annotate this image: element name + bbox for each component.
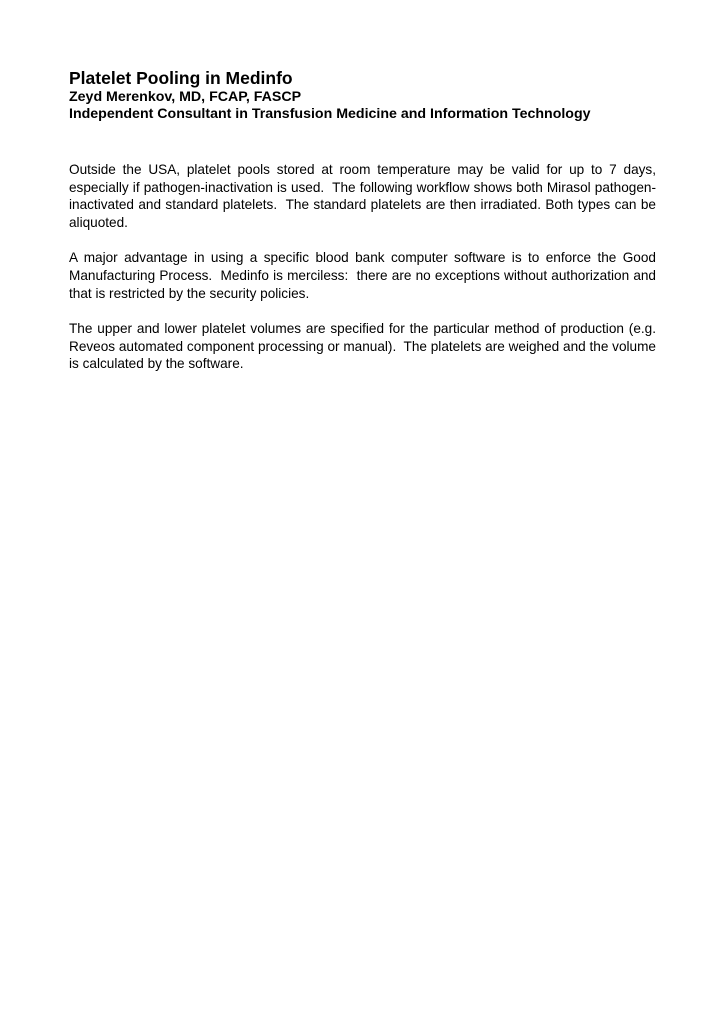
paragraph-gmp: A major advantage in using a specific blood bank computer software is to enforce the Good Manufacturing Process. Medinfo is merciless: there are no exceptions without authorization and that is restricted by the security policies. — [69, 250, 660, 301]
document-body — [69, 161, 660, 373]
paragraph-pooling-intro: Outside the USA, platelet pools stored at room temperature may be valid for up to 7 days, especially if pathogen-inactivation is used. The following workflow shows both Mirasol pathogen-inactivated and standard platelets. The standard platelets are then irradiated. Both types can be aliquoted. — [69, 162, 660, 230]
paragraph-volumes: The upper and lower platelet volumes are specified for the particular method of production (e.g. Reveos automated component processing or manual). The platelets are weighed and the volume is calculated by the software. — [69, 321, 660, 372]
author-line: Zeyd Merenkov, MD, FCAP, FASCP — [69, 89, 302, 105]
document-page — [69, 68, 660, 391]
affiliation-line: Independent Consultant in Transfusion Medicine and Information Technology — [69, 106, 591, 122]
document-title: Platelet Pooling in Medinfo — [69, 68, 293, 88]
